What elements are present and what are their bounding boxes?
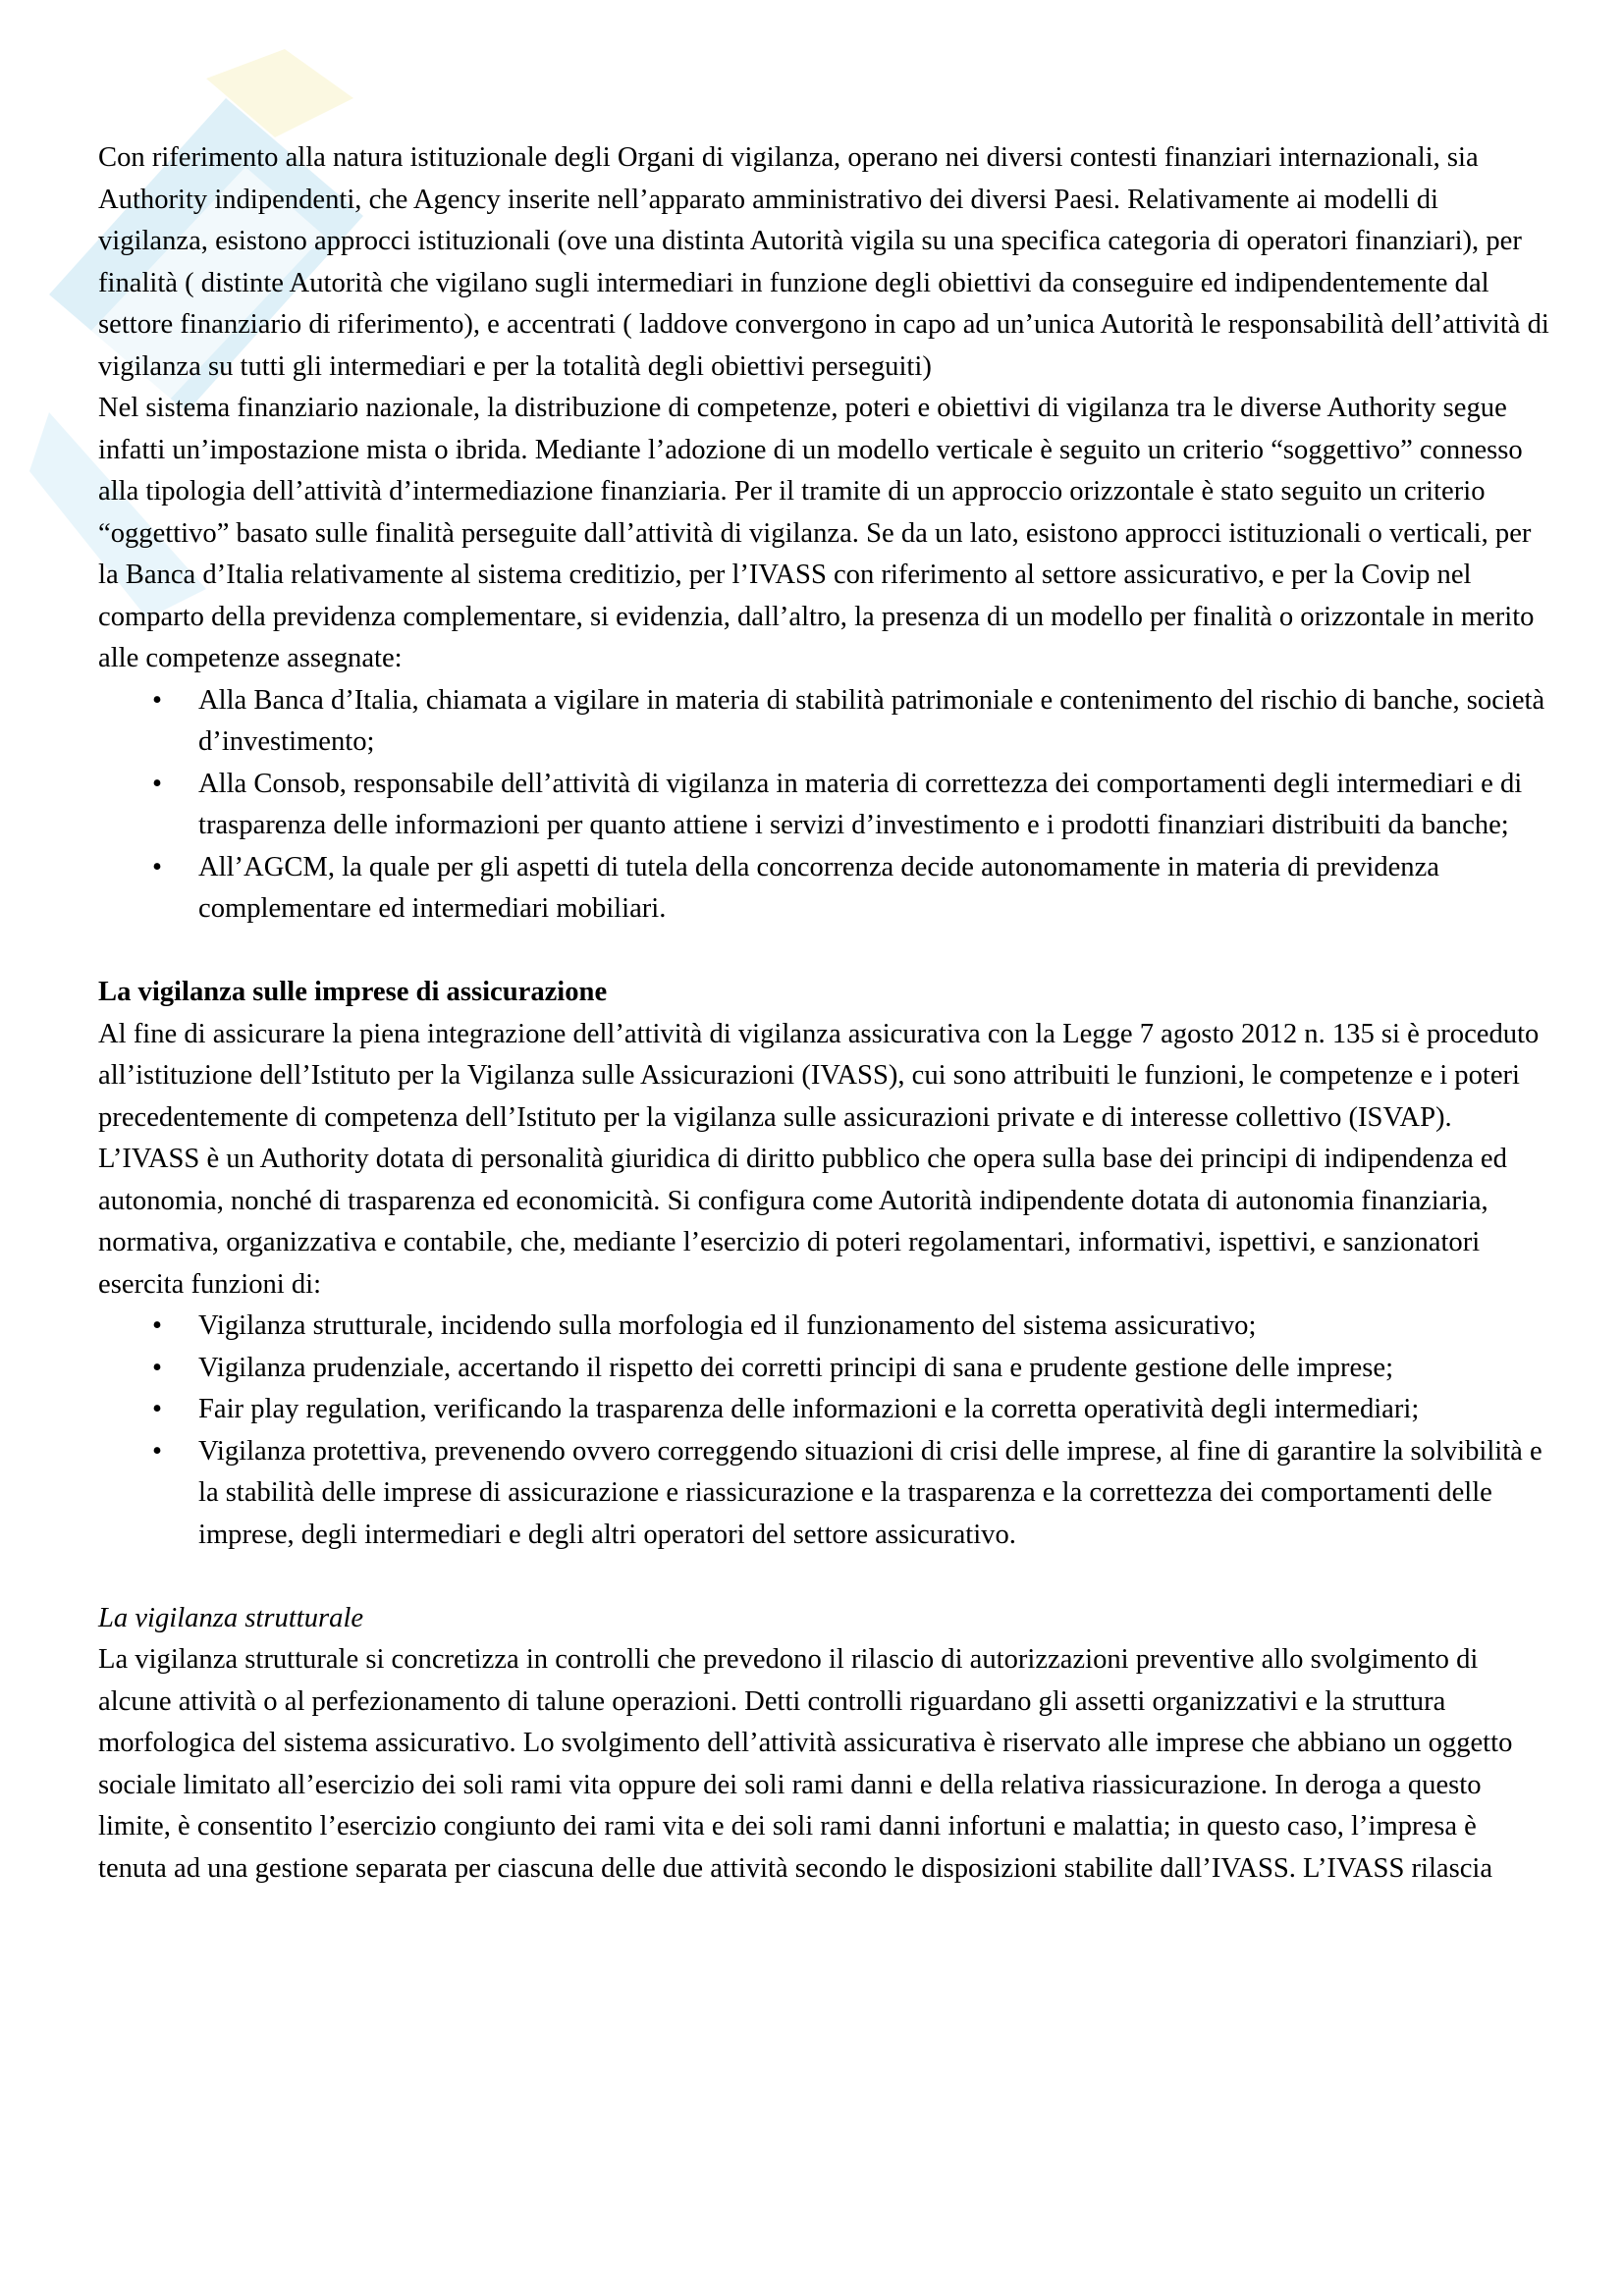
section-heading-imprese-assicurazione: La vigilanza sulle imprese di assicurazione (98, 977, 608, 1007)
bullet-icon: • (151, 1352, 162, 1383)
bullet-icon: • (151, 1435, 162, 1467)
paragraph-organi-vigilanza: Con riferimento alla natura istituzionale degli Organi di vigilanza, operano nei diversi contesti finanziari internazionali, sia Authority indipendenti, che Agency inserite nell’apparato amministrativo dei diversi Paesi. Relativamente ai modelli di vigilanza, esistono approcci istituzionali (ove una distinta Autorità vigila su una specifica categoria di operatori finanziari), per finalità ( distinte Autorità che vigilano sugli intermediari in funzione degli obiettivi da conseguire ed indipendentemente dal settore finanziario di riferimento), e accentrati ( laddove convergono in capo ad un’unica Autorità le responsabilità dell’attività di vigilanza su tutti gli intermediari e per la totalità degli obiettivi perseguiti) (98, 142, 1549, 382)
paragraph-vigilanza-strutturale: La vigilanza strutturale si concretizza in controlli che prevedono il rilascio di autorizzazioni preventive allo svolgimento di alcune attività o al perfezionamento di talune operazioni. Detti controlli riguardano gli assetti organizzativi e la struttura morfologica del sistema assicurativo. Lo svolgimento dell’attività assicurativa è riservato alle imprese che abbiano un oggetto sociale limitato all’esercizio dei soli rami vita oppure dei soli rami danni e della relativa riassicurazione. In deroga a questo limite, è consentito l’esercizio congiunto dei rami vita e dei soli rami danni infortuni e malattia; in questo caso, l’impresa è tenuta ad una gestione separata per ciascuna delle due attività secondo le disposizioni stabilite dall’IVASS. L’IVASS rilascia (98, 1644, 1513, 1884)
list-item-text: Vigilanza strutturale, incidendo sulla morfologia ed il funzionamento del sistema assicurativo; (198, 1310, 1257, 1341)
list-item (98, 1348, 1551, 1390)
list-item (98, 764, 1551, 847)
competenze-list (98, 680, 1551, 931)
list-item (98, 1389, 1551, 1431)
list-item-text: Alla Consob, responsabile dell’attività di vigilanza in materia di correttezza dei comportamenti degli intermediari e di trasparenza delle informazioni per quanto attiene i servizi d’investimento e i prodotti finanziari distribuiti da banche; (198, 768, 1523, 840)
list-item (98, 680, 1551, 764)
paragraph-ivass-authority: L’IVASS è un Authority dotata di personalità giuridica di diritto pubblico che opera sulla base dei principi di indipendenza ed autonomia, nonché di trasparenza ed economicità. Si configura come Autorità indipendente dotata di autonomia finanziaria, normativa, organizzativa e contabile, che, mediante l’esercizio di poteri regolamentari, informativi, ispettivi, e sanzionatori esercita funzioni di: (98, 1144, 1507, 1300)
bullet-icon: • (151, 1394, 162, 1424)
list-item-text: All’AGCM, la quale per gli aspetti di tutela della concorrenza decide autonomamente in materia di previdenza complementare ed intermediari mobiliari. (198, 851, 1439, 924)
list-item-text: Vigilanza prudenziale, accertando il rispetto dei corretti principi di sana e prudente gestione delle imprese; (198, 1352, 1394, 1383)
bullet-icon: • (151, 684, 162, 716)
bullet-icon: • (151, 851, 162, 882)
list-item (98, 1306, 1551, 1348)
list-item-text: Vigilanza protettiva, prevenendo ovvero correggendo situazioni di crisi delle imprese, al fine di garantire la solvibilità e la stabilità delle imprese di assicurazione e riassicurazione e la trasparenza e la correttezza dei comportamenti delle imprese, degli intermediari e degli altri operatori del settore assicurativo. (198, 1435, 1542, 1550)
funzioni-list (98, 1306, 1551, 1556)
section-heading-vigilanza-strutturale: La vigilanza strutturale (98, 1602, 364, 1633)
paragraph-sistema-nazionale: Nel sistema finanziario nazionale, la distribuzione di competenze, poteri e obiettivi di vigilanza tra le diverse Authority segue infatti un’impostazione mista o ibrida. Mediante l’adozione di un modello verticale è seguito un criterio “soggettivo” connesso alla tipologia dell’attività d’intermediazione finanziaria. Per il tramite di un approccio orizzontale è stato seguito un criterio “oggettivo” basato sulle finalità perseguite dall’attività di vigilanza. Se da un lato, esistono approcci istituzionali o verticali, per la Banca d’Italia relativamente al sistema creditizio, per l’IVASS con riferimento al settore assicurativo, e per la Covip nel comparto della previdenza complementare, si evidenzia, dall’altro, la presenza di un modello per finalità o orizzontale in merito alle competenze assegnate: (98, 393, 1535, 673)
bullet-icon: • (151, 1310, 162, 1341)
list-item (98, 847, 1551, 931)
spacer (98, 1556, 1551, 1598)
list-item-text: Fair play regulation, verificando la trasparenza delle informazioni e la corretta operatività degli intermediari; (198, 1394, 1420, 1424)
bullet-icon: • (151, 768, 162, 799)
document-page (98, 137, 1551, 1890)
paragraph-istituzione-ivass: Al fine di assicurare la piena integrazione dell’attività di vigilanza assicurativa con la Legge 7 agosto 2012 n. 135 si è proceduto all’istituzione dell’Istituto per la Vigilanza sulle Assicurazioni (IVASS), cui sono attribuiti le funzioni, le competenze e i poteri precedentemente di competenza dell’Istituto per la vigilanza sulle assicurazioni private e di interesse collettivo (ISVAP). (98, 1018, 1540, 1133)
list-item-text: Alla Banca d’Italia, chiamata a vigilare in materia di stabilità patrimoniale e contenimento del rischio di banche, società d’investimento; (198, 684, 1545, 757)
spacer (98, 931, 1551, 973)
list-item (98, 1431, 1551, 1557)
